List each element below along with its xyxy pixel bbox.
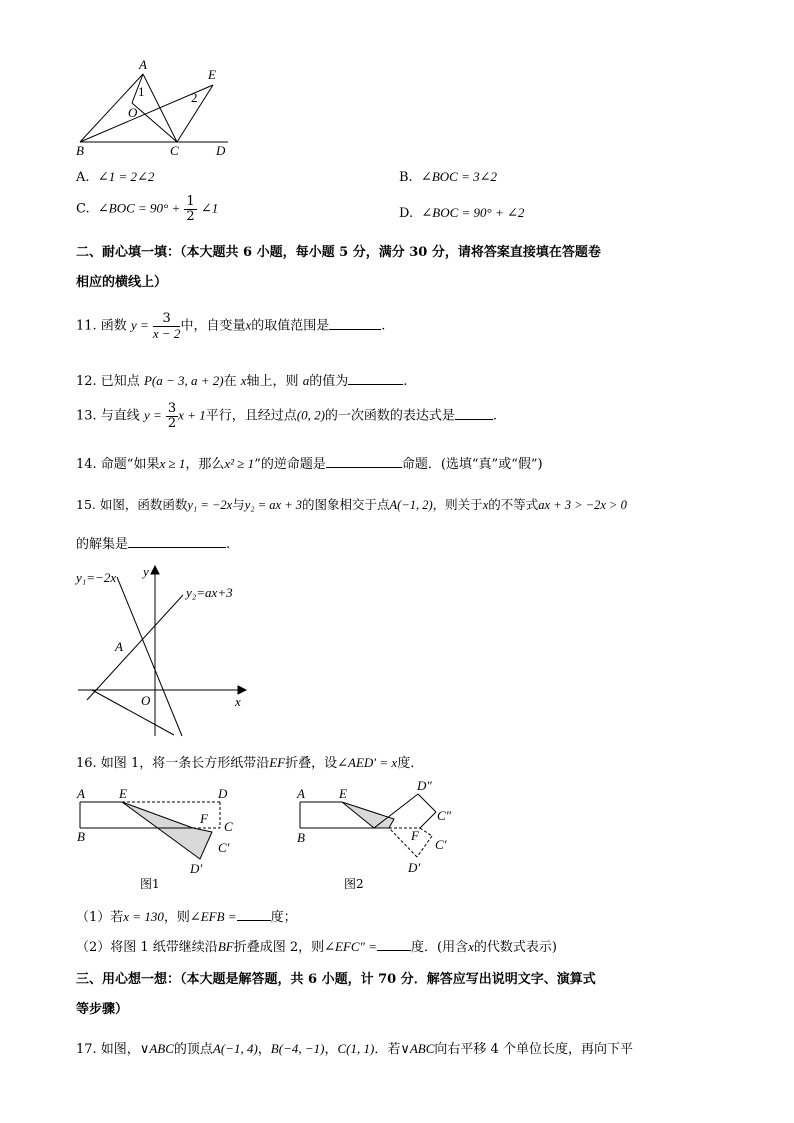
option-a	[76, 169, 154, 185]
fig1-label-E: E	[119, 786, 127, 801]
triangle-figure	[70, 55, 260, 160]
question-13: 13. 与直线 y = $\frac{3}{2}$ x + 1平行，且经过点(0, 2)的一次函数的表达式是 .	[76, 401, 498, 431]
label-y2: y₂=ax+3	[186, 585, 233, 600]
label-y-axis: y	[143, 564, 149, 579]
section3-heading-line1: 三、用心想一想：（本大题是解答题，共 6 小题，计 70 分．解答应写出说明文字、演算式	[76, 972, 596, 987]
q14-answer-blank[interactable]	[326, 467, 402, 468]
label-angle-1: 1	[138, 84, 145, 99]
option-b-text: ∠BOC = 3∠2	[420, 169, 498, 184]
fig2-label-D-prime: D′	[408, 860, 421, 875]
section2-heading-line1: 二、耐心填一填：（本大题共 6 小题，每小题 5 分，满分 30 分，请将答案直接填在答题卷	[76, 245, 601, 260]
label-E: E	[208, 67, 216, 82]
section2-heading-line2: 相应的横线上）	[76, 275, 168, 290]
function-graph	[70, 560, 260, 745]
q16-part1-answer-blank[interactable]	[237, 920, 271, 921]
question-17: 17. 如图，∨ABC的顶点A(−1, 4)，B(−4, −1)，C(1, 1)．若∨ABC向右平移 4 个单位长度，再向下平	[76, 1041, 633, 1057]
fig2-label-A: A	[297, 786, 305, 801]
question-15-line2: 的解集是 .	[76, 537, 231, 552]
label-origin: O	[141, 693, 151, 708]
option-b-letter: B.	[399, 170, 413, 185]
fig1-label-C: C	[224, 819, 233, 834]
figure-2	[292, 778, 472, 895]
label-A: A	[139, 57, 147, 72]
label-angle-2: 2	[191, 90, 198, 105]
fig2-label-C-double-prime: C″	[437, 808, 452, 823]
fig2-label-B: B	[297, 830, 305, 845]
option-c-pre: ∠BOC = 90° +	[97, 200, 181, 216]
question-16-part-1: （1）若x = 130，则∠EFB = 度；	[76, 909, 297, 925]
figure-1	[72, 780, 242, 895]
fig1-label-A: A	[77, 786, 85, 801]
label-D: D	[216, 143, 226, 158]
label-C: C	[170, 143, 179, 158]
q15-answer-blank[interactable]	[128, 547, 226, 548]
option-b	[399, 169, 497, 185]
q16-part2-answer-blank[interactable]	[377, 950, 411, 951]
question-15-line1: 15. 如图，函数函数y₁ = −2x与y₂ = ax + 3的图象相交于点A(−1, 2)，则关于x的不等式ax + 3 > −2x > 0	[76, 497, 627, 512]
fig1-caption: 图1	[140, 877, 160, 891]
q11-fraction: $\frac{3}{x - 2}$	[152, 311, 181, 341]
option-a-letter: A.	[76, 170, 90, 185]
fig1-label-F: F	[200, 811, 208, 826]
fig1-label-D: D	[218, 786, 228, 801]
q13-fraction: $\frac{3}{2}$	[167, 401, 177, 431]
label-x-axis: x	[235, 694, 241, 709]
fig1-label-D-prime: D′	[190, 861, 203, 876]
section3-heading-line2: 等步骤）	[76, 1002, 129, 1017]
question-11: 11. 函数 y = $\frac{3}{x - 2}$ 中，自变量x的取值范围是 .	[76, 311, 386, 341]
label-B: B	[76, 143, 84, 158]
option-d-letter: D.	[399, 206, 414, 221]
option-d-text: ∠BOC = 90° + ∠2	[421, 205, 525, 220]
q12-answer-blank[interactable]	[348, 384, 403, 385]
label-y1: y₁=−2x	[76, 570, 117, 585]
label-point-A: A	[115, 639, 123, 654]
fig2-label-F: F	[411, 828, 419, 843]
option-d	[399, 205, 524, 221]
fig2-caption: 图2	[344, 877, 364, 891]
question-16: 16. 如图 1，将一条长方形纸带沿EF折叠，设∠AED′ = x度．	[76, 755, 424, 771]
option-c-letter: C.	[76, 201, 90, 217]
label-O: O	[128, 105, 138, 120]
line-y2	[87, 595, 183, 700]
option-c	[76, 195, 218, 223]
option-c-post: ∠1	[200, 200, 219, 216]
option-c-fraction: $\frac{1}{2}$	[186, 194, 195, 224]
q13-answer-blank[interactable]	[455, 419, 493, 420]
question-16-part-2: （2）将图 1 纸带继续沿BF折叠成图 2，则∠EFC″ = 度．(用含x的代数式表示)	[76, 939, 557, 955]
fig1-label-C-prime: C′	[218, 840, 230, 855]
fig2-label-E: E	[339, 786, 347, 801]
fig2-label-D-double-prime: D″	[417, 778, 432, 793]
fig1-label-B: B	[77, 829, 85, 844]
question-12: 12. 已知点 P(a − 3, a + 2)在 x轴上，则 a的值为 .	[76, 373, 408, 389]
option-a-text: ∠1 = 2∠2	[97, 169, 155, 184]
fig2-label-C-prime: C′	[435, 837, 447, 852]
q11-answer-blank[interactable]	[329, 329, 381, 330]
question-14: 14. 命题“如果x ≥ 1，那么x² ≥ 1”的逆命题是 命题．(选填“真”或“假”)	[76, 456, 543, 472]
